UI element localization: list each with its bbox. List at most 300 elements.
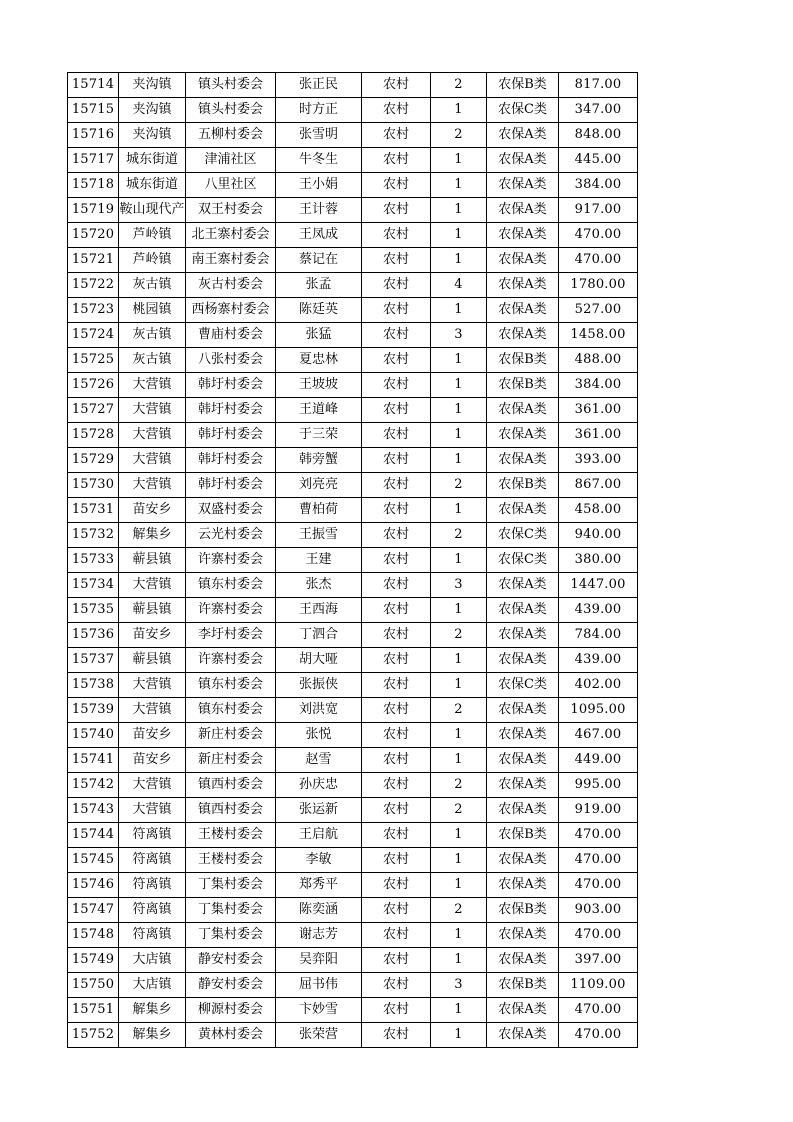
- table-row: [68, 648, 638, 673]
- row-id-cell: 15732: [68, 523, 119, 548]
- amount-cell: 384.00: [559, 173, 638, 198]
- town-cell: 符离镇: [119, 848, 186, 873]
- count-cell: 1: [431, 148, 487, 173]
- town-cell: 苗安乡: [119, 623, 186, 648]
- area-type-cell: 农村: [362, 823, 431, 848]
- area-type-cell: 农村: [362, 623, 431, 648]
- amount-cell: 470.00: [559, 823, 638, 848]
- name-cell: 屈书伟: [276, 973, 362, 998]
- village-cell: 八张村委会: [186, 348, 276, 373]
- area-type-cell: 农村: [362, 123, 431, 148]
- table-row: [68, 398, 638, 423]
- row-id-cell: 15726: [68, 373, 119, 398]
- name-cell: 张悦: [276, 723, 362, 748]
- insurance-type-cell: 农保C类: [487, 523, 559, 548]
- name-cell: 吴弈阳: [276, 948, 362, 973]
- village-cell: 许寨村委会: [186, 648, 276, 673]
- area-type-cell: 农村: [362, 298, 431, 323]
- amount-cell: 361.00: [559, 398, 638, 423]
- count-cell: 2: [431, 623, 487, 648]
- village-cell: 南王寨村委会: [186, 248, 276, 273]
- area-type-cell: 农村: [362, 498, 431, 523]
- amount-cell: 1095.00: [559, 698, 638, 723]
- insurance-type-cell: 农保A类: [487, 698, 559, 723]
- insurance-type-cell: 农保A类: [487, 623, 559, 648]
- village-cell: 柳源村委会: [186, 998, 276, 1023]
- amount-cell: 449.00: [559, 748, 638, 773]
- name-cell: 曹柏荷: [276, 498, 362, 523]
- town-cell: 符离镇: [119, 823, 186, 848]
- row-id-cell: 15725: [68, 348, 119, 373]
- table-row: [68, 948, 638, 973]
- town-cell: 大店镇: [119, 973, 186, 998]
- name-cell: 张孟: [276, 273, 362, 298]
- town-cell: 鞍山现代产: [119, 198, 186, 223]
- count-cell: 1: [431, 1023, 487, 1048]
- row-id-cell: 15741: [68, 748, 119, 773]
- insurance-type-cell: 农保B类: [487, 973, 559, 998]
- row-id-cell: 15744: [68, 823, 119, 848]
- area-type-cell: 农村: [362, 198, 431, 223]
- town-cell: 解集乡: [119, 998, 186, 1023]
- town-cell: 城东街道: [119, 173, 186, 198]
- amount-cell: 470.00: [559, 223, 638, 248]
- amount-cell: 470.00: [559, 873, 638, 898]
- row-id-cell: 15716: [68, 123, 119, 148]
- table-row: [68, 198, 638, 223]
- insurance-type-cell: 农保A类: [487, 773, 559, 798]
- amount-cell: 817.00: [559, 73, 638, 98]
- table-row: [68, 548, 638, 573]
- name-cell: 王建: [276, 548, 362, 573]
- name-cell: 王计蓉: [276, 198, 362, 223]
- table-row: [68, 823, 638, 848]
- row-id-cell: 15733: [68, 548, 119, 573]
- name-cell: 王坡坡: [276, 373, 362, 398]
- name-cell: 蔡记在: [276, 248, 362, 273]
- name-cell: 牛冬生: [276, 148, 362, 173]
- name-cell: 王道峰: [276, 398, 362, 423]
- area-type-cell: 农村: [362, 248, 431, 273]
- table-row: [68, 748, 638, 773]
- name-cell: 郑秀平: [276, 873, 362, 898]
- insurance-type-cell: 农保B类: [487, 823, 559, 848]
- count-cell: 1: [431, 398, 487, 423]
- area-type-cell: 农村: [362, 1023, 431, 1048]
- village-cell: 北王寨村委会: [186, 223, 276, 248]
- row-id-cell: 15717: [68, 148, 119, 173]
- name-cell: 王凤成: [276, 223, 362, 248]
- area-type-cell: 农村: [362, 223, 431, 248]
- table-row: [68, 923, 638, 948]
- insurance-type-cell: 农保B类: [487, 373, 559, 398]
- area-type-cell: 农村: [362, 698, 431, 723]
- count-cell: 1: [431, 548, 487, 573]
- count-cell: 1: [431, 748, 487, 773]
- amount-cell: 467.00: [559, 723, 638, 748]
- name-cell: 胡大哑: [276, 648, 362, 673]
- count-cell: 1: [431, 948, 487, 973]
- amount-cell: 1109.00: [559, 973, 638, 998]
- table-row: [68, 98, 638, 123]
- area-type-cell: 农村: [362, 848, 431, 873]
- village-cell: 镇东村委会: [186, 573, 276, 598]
- row-id-cell: 15743: [68, 798, 119, 823]
- town-cell: 灰古镇: [119, 348, 186, 373]
- amount-cell: 1780.00: [559, 273, 638, 298]
- town-cell: 芦岭镇: [119, 248, 186, 273]
- town-cell: 蕲县镇: [119, 598, 186, 623]
- name-cell: 张运新: [276, 798, 362, 823]
- insurance-type-cell: 农保A类: [487, 448, 559, 473]
- town-cell: 蕲县镇: [119, 648, 186, 673]
- area-type-cell: 农村: [362, 148, 431, 173]
- amount-cell: 903.00: [559, 898, 638, 923]
- row-id-cell: 15736: [68, 623, 119, 648]
- count-cell: 2: [431, 473, 487, 498]
- village-cell: 许寨村委会: [186, 548, 276, 573]
- area-type-cell: 农村: [362, 898, 431, 923]
- village-cell: 镇头村委会: [186, 98, 276, 123]
- table-row: [68, 73, 638, 98]
- row-id-cell: 15737: [68, 648, 119, 673]
- village-cell: 镇东村委会: [186, 698, 276, 723]
- table-row: [68, 348, 638, 373]
- village-cell: 李圩村委会: [186, 623, 276, 648]
- area-type-cell: 农村: [362, 673, 431, 698]
- count-cell: 1: [431, 98, 487, 123]
- row-id-cell: 15742: [68, 773, 119, 798]
- name-cell: 赵雪: [276, 748, 362, 773]
- village-cell: 镇头村委会: [186, 73, 276, 98]
- town-cell: 苗安乡: [119, 723, 186, 748]
- table-row: [68, 123, 638, 148]
- row-id-cell: 15719: [68, 198, 119, 223]
- row-id-cell: 15748: [68, 923, 119, 948]
- row-id-cell: 15731: [68, 498, 119, 523]
- village-cell: 韩圩村委会: [186, 423, 276, 448]
- name-cell: 孙庆忠: [276, 773, 362, 798]
- area-type-cell: 农村: [362, 798, 431, 823]
- count-cell: 1: [431, 423, 487, 448]
- amount-cell: 470.00: [559, 248, 638, 273]
- name-cell: 韩旁蟹: [276, 448, 362, 473]
- count-cell: 3: [431, 973, 487, 998]
- count-cell: 1: [431, 848, 487, 873]
- row-id-cell: 15751: [68, 998, 119, 1023]
- count-cell: 1: [431, 673, 487, 698]
- insurance-type-cell: 农保C类: [487, 98, 559, 123]
- area-type-cell: 农村: [362, 948, 431, 973]
- insurance-type-cell: 农保A类: [487, 198, 559, 223]
- town-cell: 大营镇: [119, 448, 186, 473]
- table-row: [68, 173, 638, 198]
- table-row: [68, 523, 638, 548]
- name-cell: 张振侠: [276, 673, 362, 698]
- count-cell: 1: [431, 348, 487, 373]
- table-row: [68, 323, 638, 348]
- village-cell: 津浦社区: [186, 148, 276, 173]
- table-row: [68, 498, 638, 523]
- count-cell: 1: [431, 198, 487, 223]
- table-row: [68, 998, 638, 1023]
- town-cell: 夹沟镇: [119, 73, 186, 98]
- town-cell: 大营镇: [119, 573, 186, 598]
- row-id-cell: 15718: [68, 173, 119, 198]
- amount-cell: 439.00: [559, 598, 638, 623]
- amount-cell: 397.00: [559, 948, 638, 973]
- area-type-cell: 农村: [362, 648, 431, 673]
- row-id-cell: 15746: [68, 873, 119, 898]
- count-cell: 1: [431, 298, 487, 323]
- village-cell: 韩圩村委会: [186, 398, 276, 423]
- amount-cell: 995.00: [559, 773, 638, 798]
- table-row: [68, 973, 638, 998]
- insurance-type-cell: 农保A类: [487, 573, 559, 598]
- amount-cell: 488.00: [559, 348, 638, 373]
- town-cell: 大营镇: [119, 798, 186, 823]
- town-cell: 解集乡: [119, 1023, 186, 1048]
- village-cell: 韩圩村委会: [186, 473, 276, 498]
- village-cell: 韩圩村委会: [186, 448, 276, 473]
- town-cell: 夹沟镇: [119, 123, 186, 148]
- town-cell: 苗安乡: [119, 498, 186, 523]
- amount-cell: 527.00: [559, 298, 638, 323]
- table-row: [68, 798, 638, 823]
- data-table: [67, 72, 638, 1048]
- name-cell: 王振雪: [276, 523, 362, 548]
- count-cell: 2: [431, 798, 487, 823]
- area-type-cell: 农村: [362, 523, 431, 548]
- row-id-cell: 15722: [68, 273, 119, 298]
- amount-cell: 402.00: [559, 673, 638, 698]
- insurance-type-cell: 农保A类: [487, 248, 559, 273]
- count-cell: 1: [431, 873, 487, 898]
- name-cell: 李敏: [276, 848, 362, 873]
- amount-cell: 361.00: [559, 423, 638, 448]
- village-cell: 静安村委会: [186, 948, 276, 973]
- name-cell: 张雪明: [276, 123, 362, 148]
- name-cell: 谢志芳: [276, 923, 362, 948]
- table-row: [68, 423, 638, 448]
- table-row: [68, 673, 638, 698]
- row-id-cell: 15724: [68, 323, 119, 348]
- amount-cell: 867.00: [559, 473, 638, 498]
- insurance-type-cell: 农保A类: [487, 798, 559, 823]
- insurance-type-cell: 农保A类: [487, 323, 559, 348]
- insurance-type-cell: 农保A类: [487, 423, 559, 448]
- count-cell: 1: [431, 648, 487, 673]
- row-id-cell: 15738: [68, 673, 119, 698]
- count-cell: 3: [431, 323, 487, 348]
- area-type-cell: 农村: [362, 273, 431, 298]
- row-id-cell: 15715: [68, 98, 119, 123]
- table-row: [68, 473, 638, 498]
- village-cell: 镇西村委会: [186, 773, 276, 798]
- table-row: [68, 873, 638, 898]
- name-cell: 卞妙雪: [276, 998, 362, 1023]
- row-id-cell: 15735: [68, 598, 119, 623]
- name-cell: 王启航: [276, 823, 362, 848]
- town-cell: 解集乡: [119, 523, 186, 548]
- area-type-cell: 农村: [362, 998, 431, 1023]
- table-body: [68, 73, 638, 1048]
- name-cell: 刘亮亮: [276, 473, 362, 498]
- amount-cell: 784.00: [559, 623, 638, 648]
- area-type-cell: 农村: [362, 598, 431, 623]
- name-cell: 张猛: [276, 323, 362, 348]
- count-cell: 1: [431, 223, 487, 248]
- amount-cell: 470.00: [559, 848, 638, 873]
- village-cell: 双王村委会: [186, 198, 276, 223]
- town-cell: 灰古镇: [119, 273, 186, 298]
- row-id-cell: 15750: [68, 973, 119, 998]
- insurance-type-cell: 农保A类: [487, 923, 559, 948]
- town-cell: 大营镇: [119, 698, 186, 723]
- name-cell: 丁泗合: [276, 623, 362, 648]
- row-id-cell: 15749: [68, 948, 119, 973]
- amount-cell: 445.00: [559, 148, 638, 173]
- area-type-cell: 农村: [362, 448, 431, 473]
- insurance-type-cell: 农保A类: [487, 173, 559, 198]
- table-row: [68, 248, 638, 273]
- count-cell: 2: [431, 523, 487, 548]
- village-cell: 王楼村委会: [186, 848, 276, 873]
- insurance-type-cell: 农保B类: [487, 73, 559, 98]
- count-cell: 1: [431, 998, 487, 1023]
- table-row: [68, 598, 638, 623]
- insurance-type-cell: 农保A类: [487, 148, 559, 173]
- insurance-type-cell: 农保A类: [487, 648, 559, 673]
- town-cell: 苗安乡: [119, 748, 186, 773]
- insurance-type-cell: 农保A类: [487, 273, 559, 298]
- village-cell: 新庄村委会: [186, 748, 276, 773]
- row-id-cell: 15723: [68, 298, 119, 323]
- town-cell: 符离镇: [119, 873, 186, 898]
- row-id-cell: 15720: [68, 223, 119, 248]
- insurance-type-cell: 农保C类: [487, 673, 559, 698]
- name-cell: 夏忠林: [276, 348, 362, 373]
- insurance-type-cell: 农保A类: [487, 948, 559, 973]
- count-cell: 1: [431, 598, 487, 623]
- count-cell: 2: [431, 123, 487, 148]
- town-cell: 芦岭镇: [119, 223, 186, 248]
- insurance-type-cell: 农保B类: [487, 898, 559, 923]
- row-id-cell: 15727: [68, 398, 119, 423]
- village-cell: 镇西村委会: [186, 798, 276, 823]
- name-cell: 刘洪宽: [276, 698, 362, 723]
- amount-cell: 470.00: [559, 1023, 638, 1048]
- name-cell: 王小娟: [276, 173, 362, 198]
- count-cell: 1: [431, 248, 487, 273]
- area-type-cell: 农村: [362, 323, 431, 348]
- row-id-cell: 15740: [68, 723, 119, 748]
- row-id-cell: 15729: [68, 448, 119, 473]
- area-type-cell: 农村: [362, 773, 431, 798]
- village-cell: 灰古村委会: [186, 273, 276, 298]
- town-cell: 灰古镇: [119, 323, 186, 348]
- amount-cell: 919.00: [559, 798, 638, 823]
- area-type-cell: 农村: [362, 473, 431, 498]
- insurance-type-cell: 农保A类: [487, 998, 559, 1023]
- area-type-cell: 农村: [362, 723, 431, 748]
- table-row: [68, 148, 638, 173]
- row-id-cell: 15734: [68, 573, 119, 598]
- village-cell: 五柳村委会: [186, 123, 276, 148]
- village-cell: 静安村委会: [186, 973, 276, 998]
- village-cell: 八里社区: [186, 173, 276, 198]
- village-cell: 新庄村委会: [186, 723, 276, 748]
- count-cell: 1: [431, 373, 487, 398]
- amount-cell: 347.00: [559, 98, 638, 123]
- row-id-cell: 15721: [68, 248, 119, 273]
- table-row: [68, 448, 638, 473]
- insurance-type-cell: 农保A类: [487, 598, 559, 623]
- insurance-type-cell: 农保A类: [487, 398, 559, 423]
- insurance-type-cell: 农保B类: [487, 473, 559, 498]
- name-cell: 陈廷英: [276, 298, 362, 323]
- insurance-type-cell: 农保A类: [487, 873, 559, 898]
- table-row: [68, 273, 638, 298]
- name-cell: 陈奕涵: [276, 898, 362, 923]
- village-cell: 丁集村委会: [186, 923, 276, 948]
- area-type-cell: 农村: [362, 373, 431, 398]
- amount-cell: 393.00: [559, 448, 638, 473]
- row-id-cell: 15730: [68, 473, 119, 498]
- area-type-cell: 农村: [362, 748, 431, 773]
- row-id-cell: 15745: [68, 848, 119, 873]
- area-type-cell: 农村: [362, 98, 431, 123]
- name-cell: 张荣营: [276, 1023, 362, 1048]
- row-id-cell: 15747: [68, 898, 119, 923]
- table-row: [68, 573, 638, 598]
- town-cell: 大店镇: [119, 948, 186, 973]
- village-cell: 王楼村委会: [186, 823, 276, 848]
- count-cell: 1: [431, 498, 487, 523]
- village-cell: 曹庙村委会: [186, 323, 276, 348]
- amount-cell: 470.00: [559, 923, 638, 948]
- count-cell: 1: [431, 923, 487, 948]
- table-row: [68, 298, 638, 323]
- count-cell: 1: [431, 723, 487, 748]
- amount-cell: 940.00: [559, 523, 638, 548]
- row-id-cell: 15752: [68, 1023, 119, 1048]
- name-cell: 王西海: [276, 598, 362, 623]
- town-cell: 大营镇: [119, 473, 186, 498]
- name-cell: 张杰: [276, 573, 362, 598]
- name-cell: 于三荣: [276, 423, 362, 448]
- amount-cell: 458.00: [559, 498, 638, 523]
- town-cell: 夹沟镇: [119, 98, 186, 123]
- count-cell: 2: [431, 73, 487, 98]
- row-id-cell: 15728: [68, 423, 119, 448]
- town-cell: 大营镇: [119, 398, 186, 423]
- area-type-cell: 农村: [362, 173, 431, 198]
- area-type-cell: 农村: [362, 973, 431, 998]
- count-cell: 2: [431, 773, 487, 798]
- table-row: [68, 848, 638, 873]
- amount-cell: 848.00: [559, 123, 638, 148]
- name-cell: 张正民: [276, 73, 362, 98]
- table-row: [68, 1023, 638, 1048]
- count-cell: 2: [431, 698, 487, 723]
- town-cell: 符离镇: [119, 898, 186, 923]
- village-cell: 双盛村委会: [186, 498, 276, 523]
- town-cell: 符离镇: [119, 923, 186, 948]
- insurance-type-cell: 农保A类: [487, 223, 559, 248]
- insurance-type-cell: 农保A类: [487, 748, 559, 773]
- town-cell: 大营镇: [119, 673, 186, 698]
